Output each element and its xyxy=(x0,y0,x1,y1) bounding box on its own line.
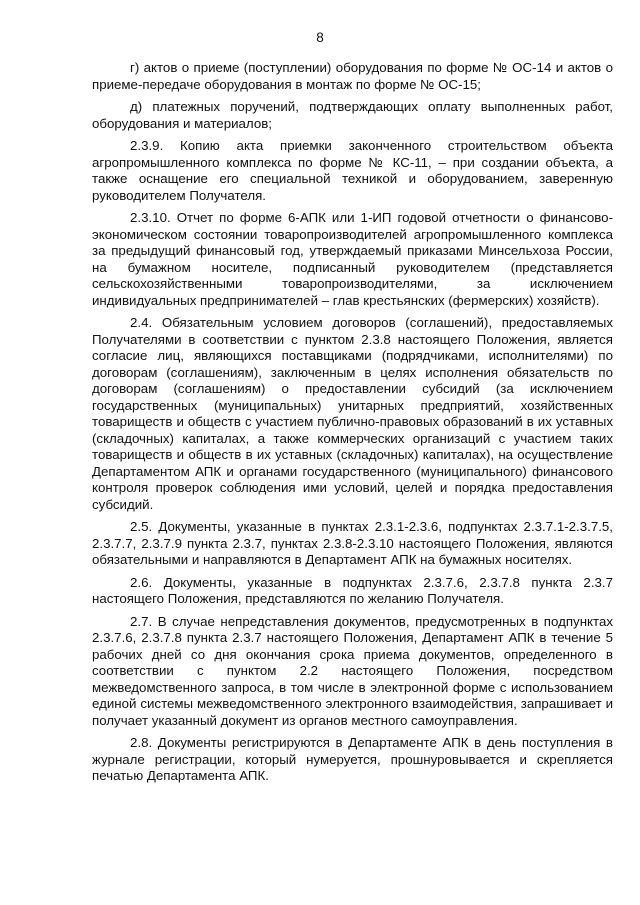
paragraph-2-3-10: 2.3.10. Отчет по форме 6-АПК или 1-ИП годовой отчетности о финансово-экономическом состоянии товаропроизводителей агропромышленного комплекса за предыдущий финансовый год, утверждаемый приказами Минсельхоза России, на бумажном носителе, подписанный руководителем (представляется сельскохозяйственными товаропроизводителями, за исключением индивидуальных предпринимателей – глав крестьянских (фермерских) хозяйств). xyxy=(92,210,613,308)
paragraph-2-8: 2.8. Документы регистрируются в Департаменте АПК в день поступления в журнале регистрации, который нумеруется, прошнуровывается и скрепляется печатью Департамента АПК. xyxy=(92,735,613,783)
paragraph-2-6: 2.6. Документы, указанные в подпунктах 2.3.7.6, 2.3.7.8 пункта 2.3.7 настоящего Положения, представляются по желанию Получателя. xyxy=(92,574,613,606)
paragraph-2-5: 2.5. Документы, указанные в пунктах 2.3.1-2.3.6, подпунктах 2.3.7.1-2.3.7.5, 2.3.7.7, 2.3.7.9 пункта 2.3.7, пунктах 2.3.8-2.3.10 настоящего Положения, являются обязательными и направляются в Департамент АПК на бумажных носителях. xyxy=(92,519,613,567)
page-number: 8 xyxy=(316,30,324,45)
paragraph-item-g: г) актов о приеме (поступлении) оборудования по форме № ОС-14 и актов о приеме-передаче оборудования в монтаж по форме № ОС-15; xyxy=(92,60,613,92)
paragraph-2-4: 2.4. Обязательным условием договоров (соглашений), предоставляемых Получателями в соответствии с пунктом 2.3.8 настоящего Положения, является согласие лиц, являющихся поставщиками (подрядчиками, исполнителями) по договорам (соглашениям), заключенным в целях исполнения обязательств по договорам (соглашениям) о предоставлении субсидий (за исключением государственных (муниципальных) унитарных предприятий, хозяйственных товариществ и обществ с участием публично-правовых образований в их уставных (складочных) капиталах, а также коммерческих организаций с участием таких товариществ и обществ в их уставных (складочных) капиталах), на осуществление Департаментом АПК и органами государственного (муниципального) финансового контроля проверок соблюдения ими условий, целей и порядка предоставления субсидий. xyxy=(92,315,613,512)
document-body xyxy=(92,60,613,791)
paragraph-2-7: 2.7. В случае непредставления документов, предусмотренных в подпунктах 2.3.7.6, 2.3.7.8 пункта 2.3.7 настоящего Положения, Департамент АПК в течение 5 рабочих дней со дня окончания срока приема документов, определенного в соответствии с пунктом 2.2 настоящего Положения, посредством межведомственного запроса, в том числе в электронной форме с использованием единой системы межведомственного электронного взаимодействия, запрашивает и получает указанный документ из органов местного самоуправления. xyxy=(92,613,613,728)
paragraph-2-3-9: 2.3.9. Копию акта приемки законченного строительством объекта агропромышленного комплекса по форме № КС-11, – при создании объекта, а также оснащение его специальной техникой и оборудованием, заверенную руководителем Получателя. xyxy=(92,138,613,203)
paragraph-item-d: д) платежных поручений, подтверждающих оплату выполненных работ, оборудования и материалов; xyxy=(92,99,613,131)
